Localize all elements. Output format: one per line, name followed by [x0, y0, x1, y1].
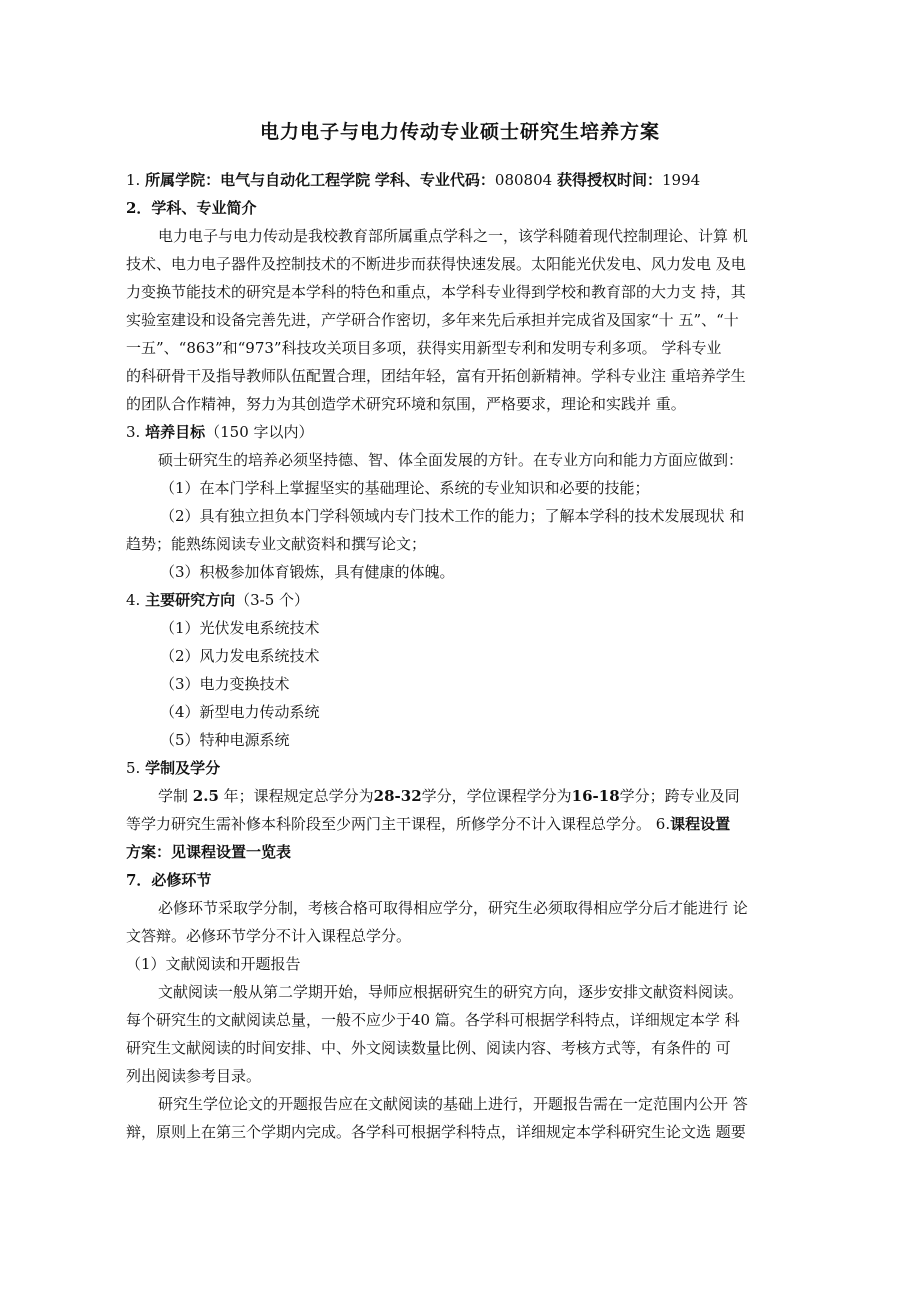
section-2-line: 的团队合作精神，努力为其创造学术研究环境和氛围，严格要求，理论和实践并 重。	[126, 395, 686, 413]
section-2-line: 力变换节能技术的研究是本学科的特色和重点，本学科专业得到学校和教育部的大力支 持，其	[126, 283, 746, 301]
section-7-line: 文献阅读一般从第二学期开始，导师应根据研究生的研究方向，逐步安排文献资料阅读。	[158, 983, 744, 1001]
section-3-note: （150 字以内）	[205, 423, 314, 441]
section-1	[126, 166, 802, 194]
section-7-line: 文答辩。必修环节学分不计入课程总学分。	[126, 927, 412, 945]
section-7-line: 必修环节采取学分制，考核合格可取得相应学分，研究生必须取得相应学分后才能进行 论	[158, 899, 748, 917]
research-direction-item: （1）光伏发电系统技术	[160, 619, 320, 637]
research-direction-item: （4）新型电力传动系统	[160, 703, 320, 721]
code-label: 学科、专业代码：	[374, 171, 495, 189]
text-run: 16-18	[571, 787, 620, 805]
section-7-line: 研究生学位论文的开题报告应在文献阅读的基础上进行，开题报告需在一定范围内公开 答	[158, 1095, 748, 1113]
section-4-title: 主要研究方向	[145, 591, 236, 609]
section-3-line: （2）具有独立担负本门学科领域内专门技术工作的能力；了解本学科的技术发展现状 和	[160, 507, 745, 525]
section-3-line: （1）在本门学科上掌握坚实的基础理论、系统的专业知识和必要的技能；	[160, 479, 650, 497]
text-run: 等学力研究生需补修本科阶段至少两门主干课程，所修学分不计入课程总学分。	[126, 815, 652, 833]
section-6-number: 6.	[651, 815, 671, 833]
college-value: 电气与自动化工程学院	[220, 171, 371, 189]
section-6-title: 课程设置	[670, 815, 731, 833]
section-3-number: 3.	[126, 423, 141, 441]
section-2-line: 一五”、“863”和“973”科技攻关项目多项，获得实用新型专利和发明专利多项。 学科专业	[126, 339, 722, 357]
text-run: 学分，学位课程学分为	[421, 787, 572, 805]
section-7-heading: 7．必修环节	[126, 871, 212, 889]
section-7-line: 列出阅读参考目录。	[126, 1067, 262, 1085]
section-4-heading	[126, 586, 802, 614]
section-5-line	[126, 782, 802, 810]
section-2-line: 的科研骨干及指导教师队伍配置合理，团结年轻，富有开拓创新精神。学科专业注 重培养学生	[126, 367, 746, 385]
research-direction-item: （3）电力变换技术	[160, 675, 290, 693]
section-3-line: 硕士研究生的培养必须坚持德、智、体全面发展的方针。在专业方向和能力方面应做到：	[158, 451, 744, 469]
section-6-line: 方案：见课程设置一览表	[126, 843, 292, 861]
research-direction-item: （5）特种电源系统	[160, 731, 290, 749]
section-7-line: 辩，原则上在第三个学期内完成。各学科可根据学科特点，详细规定本学科研究生论文选 题要	[126, 1123, 746, 1141]
time-value: 1994	[661, 171, 701, 189]
section-2-line: 技术、电力电子器件及控制技术的不断进步而获得快速发展。太阳能光伏发电、风力发电 及电	[126, 255, 746, 273]
code-value: 080804	[494, 171, 553, 189]
section-3-line: 趋势；能熟练阅读专业文献资料和撰写论文；	[126, 535, 427, 553]
section-5-line	[126, 810, 802, 838]
text-run: 学制	[158, 787, 193, 805]
college-label: 所属学院：	[145, 171, 221, 189]
section-2-line: 电力电子与电力传动是我校教育部所属重点学科之一，该学科随着现代控制理论、计算 机	[158, 227, 748, 245]
section-2-line: 实验室建设和设备完善先进，产学研合作密切，多年来先后承担并完成省及国家“十 五”、“十	[126, 311, 739, 329]
section-2-heading: 2．学科、专业简介	[126, 199, 257, 217]
text-run: 学分；跨专业及同	[619, 787, 740, 805]
subsection-heading: （1）文献阅读和开题报告	[126, 955, 301, 973]
section-7-line: 研究生文献阅读的时间安排、中、外文阅读数量比例、阅读内容、考核方式等，有条件的 可	[126, 1039, 731, 1057]
section-5-heading	[126, 754, 802, 782]
research-direction-item: （2）风力发电系统技术	[160, 647, 320, 665]
text-run: 2.5	[192, 787, 219, 805]
section-4-number: 4.	[126, 591, 141, 609]
text-run: 年；课程规定总学分为	[218, 787, 374, 805]
section-7-line: 每个研究生的文献阅读总量，一般不应少于40 篇。各学科可根据学科特点，详细规定本学 科	[126, 1011, 740, 1029]
section-5-number: 5.	[126, 759, 141, 777]
section-3-title: 培养目标	[145, 423, 206, 441]
time-label: 获得授权时间：	[556, 171, 662, 189]
document-title: 电力电子与电力传动专业硕士研究生培养方案	[259, 121, 660, 143]
section-4-note: （3-5 个）	[235, 591, 310, 609]
text-run: 28-32	[373, 787, 422, 805]
section-3-line: （3）积极参加体育锻炼，具有健康的体魄。	[160, 563, 455, 581]
section-5-title: 学制及学分	[145, 759, 221, 777]
section-3-heading	[126, 418, 802, 446]
document-body	[126, 166, 802, 1146]
section-1-number: 1.	[126, 171, 141, 189]
